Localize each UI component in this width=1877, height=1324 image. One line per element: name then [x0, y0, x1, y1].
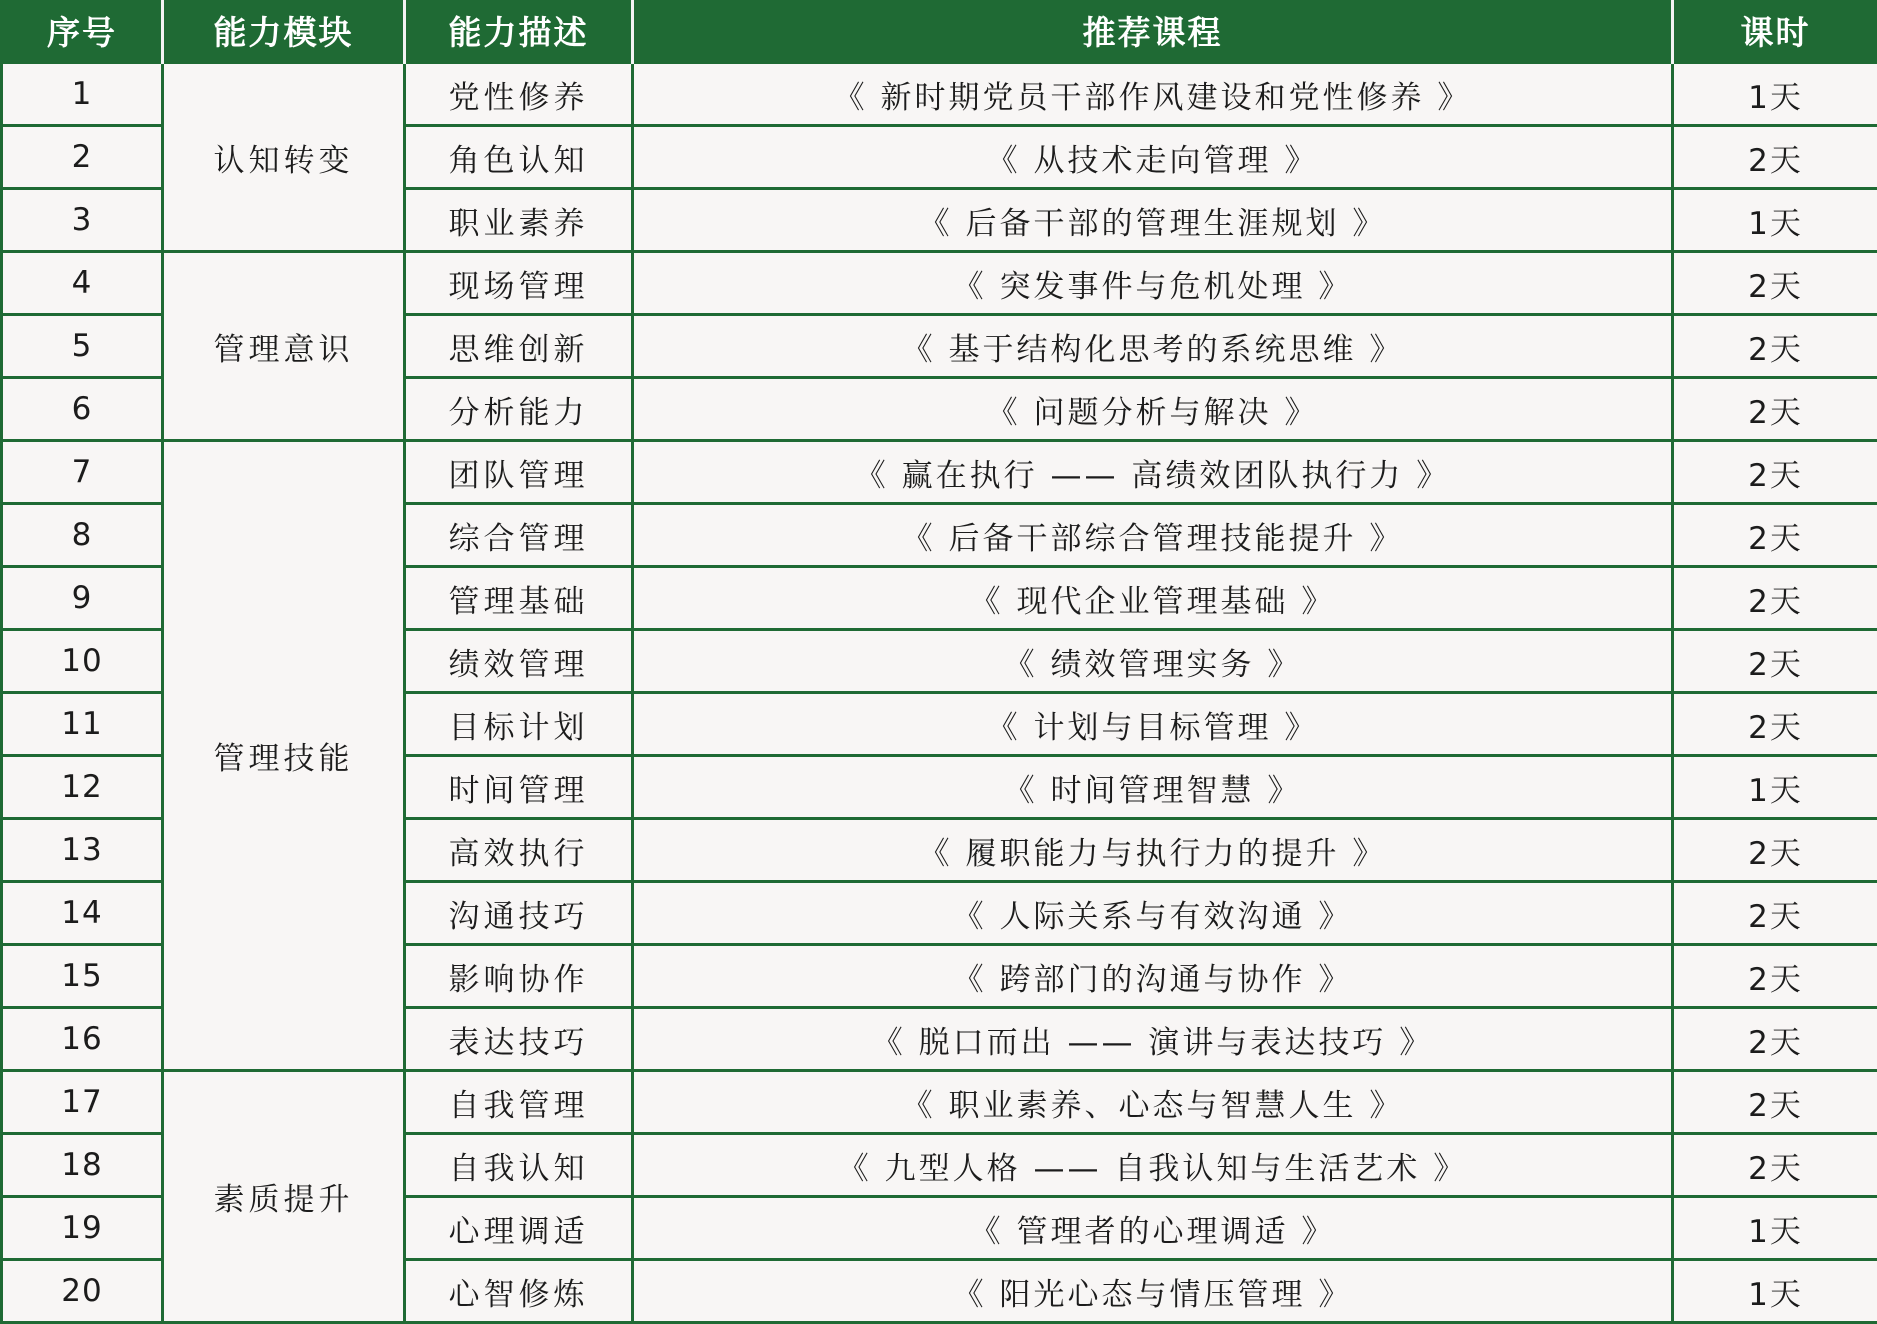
- header-no: 序号: [2, 0, 163, 63]
- course-cell: 《 从技术走向管理 》: [633, 126, 1673, 189]
- table-body: [2, 63, 1877, 1323]
- description-cell: 高效执行: [405, 819, 633, 882]
- description-cell: 表达技巧: [405, 1008, 633, 1071]
- description-cell: 角色认知: [405, 126, 633, 189]
- hours-cell: 2天: [1673, 630, 1877, 693]
- table-header: [2, 0, 1877, 63]
- hours-cell: 2天: [1673, 945, 1877, 1008]
- course-cell: 《 后备干部的管理生涯规划 》: [633, 189, 1673, 252]
- description-cell: 沟通技巧: [405, 882, 633, 945]
- row-number: 17: [2, 1071, 163, 1134]
- description-cell: 心智修炼: [405, 1260, 633, 1323]
- hours-cell: 1天: [1673, 189, 1877, 252]
- hours-cell: 2天: [1673, 504, 1877, 567]
- row-number: 15: [2, 945, 163, 1008]
- row-number: 10: [2, 630, 163, 693]
- course-cell: 《 赢在执行 —— 高绩效团队执行力 》: [633, 441, 1673, 504]
- course-cell: 《 基于结构化思考的系统思维 》: [633, 315, 1673, 378]
- hours-cell: 2天: [1673, 441, 1877, 504]
- row-number: 6: [2, 378, 163, 441]
- course-cell: 《 职业素养、心态与智慧人生 》: [633, 1071, 1673, 1134]
- module-cell: 管理技能: [163, 441, 405, 1071]
- row-number: 14: [2, 882, 163, 945]
- description-cell: 团队管理: [405, 441, 633, 504]
- description-cell: 思维创新: [405, 315, 633, 378]
- description-cell: 心理调适: [405, 1197, 633, 1260]
- row-number: 20: [2, 1260, 163, 1323]
- table-row: [2, 63, 1877, 126]
- table-row: [2, 1071, 1877, 1134]
- hours-cell: 2天: [1673, 693, 1877, 756]
- description-cell: 影响协作: [405, 945, 633, 1008]
- course-cell: 《 突发事件与危机处理 》: [633, 252, 1673, 315]
- header-description: 能力描述: [405, 0, 633, 63]
- header-course: 推荐课程: [633, 0, 1673, 63]
- module-cell: 认知转变: [163, 63, 405, 252]
- hours-cell: 1天: [1673, 756, 1877, 819]
- header-hours: 课时: [1673, 0, 1877, 63]
- description-cell: 绩效管理: [405, 630, 633, 693]
- course-cell: 《 脱口而出 —— 演讲与表达技巧 》: [633, 1008, 1673, 1071]
- course-cell: 《 管理者的心理调适 》: [633, 1197, 1673, 1260]
- row-number: 9: [2, 567, 163, 630]
- hours-cell: 2天: [1673, 1134, 1877, 1197]
- module-cell: 管理意识: [163, 252, 405, 441]
- description-cell: 目标计划: [405, 693, 633, 756]
- row-number: 3: [2, 189, 163, 252]
- description-cell: 分析能力: [405, 378, 633, 441]
- description-cell: 时间管理: [405, 756, 633, 819]
- hours-cell: 2天: [1673, 315, 1877, 378]
- description-cell: 自我认知: [405, 1134, 633, 1197]
- header-module: 能力模块: [163, 0, 405, 63]
- course-cell: 《 后备干部综合管理技能提升 》: [633, 504, 1673, 567]
- row-number: 19: [2, 1197, 163, 1260]
- hours-cell: 1天: [1673, 1260, 1877, 1323]
- row-number: 7: [2, 441, 163, 504]
- hours-cell: 2天: [1673, 567, 1877, 630]
- row-number: 4: [2, 252, 163, 315]
- hours-cell: 2天: [1673, 1071, 1877, 1134]
- course-cell: 《 跨部门的沟通与协作 》: [633, 945, 1673, 1008]
- module-cell: 素质提升: [163, 1071, 405, 1323]
- course-cell: 《 履职能力与执行力的提升 》: [633, 819, 1673, 882]
- description-cell: 管理基础: [405, 567, 633, 630]
- hours-cell: 2天: [1673, 882, 1877, 945]
- course-cell: 《 问题分析与解决 》: [633, 378, 1673, 441]
- table-row: [2, 252, 1877, 315]
- description-cell: 现场管理: [405, 252, 633, 315]
- description-cell: 党性修养: [405, 63, 633, 126]
- course-cell: 《 阳光心态与情压管理 》: [633, 1260, 1673, 1323]
- course-cell: 《 新时期党员干部作风建设和党性修养 》: [633, 63, 1673, 126]
- course-cell: 《 九型人格 —— 自我认知与生活艺术 》: [633, 1134, 1673, 1197]
- hours-cell: 2天: [1673, 378, 1877, 441]
- course-cell: 《 人际关系与有效沟通 》: [633, 882, 1673, 945]
- row-number: 18: [2, 1134, 163, 1197]
- hours-cell: 1天: [1673, 1197, 1877, 1260]
- row-number: 1: [2, 63, 163, 126]
- row-number: 2: [2, 126, 163, 189]
- hours-cell: 2天: [1673, 1008, 1877, 1071]
- row-number: 11: [2, 693, 163, 756]
- course-cell: 《 计划与目标管理 》: [633, 693, 1673, 756]
- row-number: 12: [2, 756, 163, 819]
- description-cell: 自我管理: [405, 1071, 633, 1134]
- row-number: 16: [2, 1008, 163, 1071]
- hours-cell: 2天: [1673, 819, 1877, 882]
- hours-cell: 2天: [1673, 252, 1877, 315]
- hours-cell: 1天: [1673, 63, 1877, 126]
- row-number: 13: [2, 819, 163, 882]
- hours-cell: 2天: [1673, 126, 1877, 189]
- course-cell: 《 现代企业管理基础 》: [633, 567, 1673, 630]
- course-cell: 《 绩效管理实务 》: [633, 630, 1673, 693]
- header-row: [2, 0, 1877, 63]
- table-row: [2, 441, 1877, 504]
- description-cell: 职业素养: [405, 189, 633, 252]
- row-number: 8: [2, 504, 163, 567]
- description-cell: 综合管理: [405, 504, 633, 567]
- row-number: 5: [2, 315, 163, 378]
- course-cell: 《 时间管理智慧 》: [633, 756, 1673, 819]
